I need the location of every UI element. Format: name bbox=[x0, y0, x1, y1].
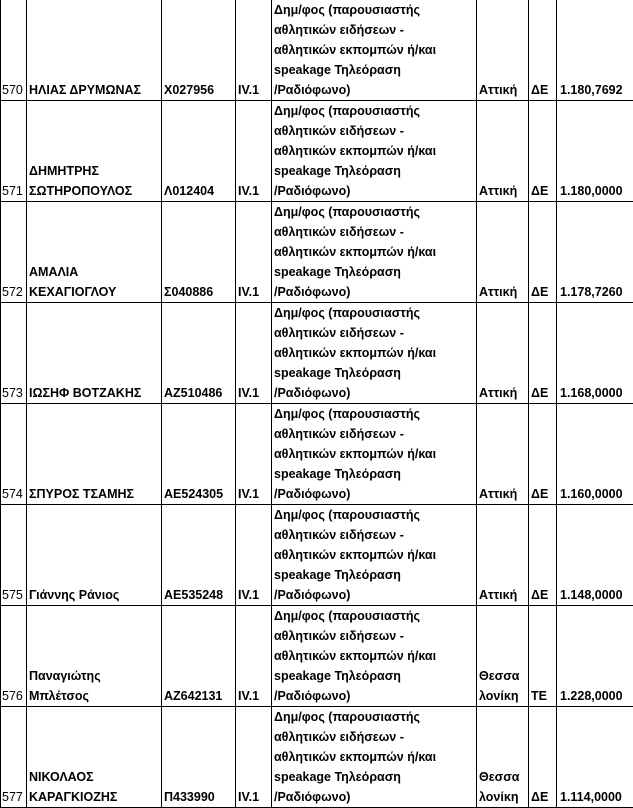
description-line: αθλητικών ειδήσεων - bbox=[274, 626, 474, 646]
description-line: speakage Τηλεόραση bbox=[274, 464, 474, 484]
description-line: speakage Τηλεόραση bbox=[274, 666, 474, 686]
description-line: speakage Τηλεόραση bbox=[274, 363, 474, 383]
description-line: Δημ/φος (παρουσιαστής bbox=[274, 505, 474, 525]
table-row bbox=[1, 505, 633, 606]
name-cell[interactable]: ΔΗΜΗΤΡΗΣ ΣΩΤΗΡΟΠΟΥΛΟΣ bbox=[27, 101, 162, 202]
description-line: αθλητικών εκπομπών ή/και bbox=[274, 646, 474, 666]
description-line: speakage Τηλεόραση bbox=[274, 161, 474, 181]
description-cell[interactable] bbox=[272, 606, 477, 707]
description-cell[interactable] bbox=[272, 0, 477, 101]
region-cell[interactable]: Αττική bbox=[477, 101, 529, 202]
description-line: αθλητικών ειδήσεων - bbox=[274, 424, 474, 444]
id-cell[interactable]: Χ027956 bbox=[162, 0, 236, 101]
id-cell[interactable]: Σ040886 bbox=[162, 202, 236, 303]
type-cell[interactable]: ΔΕ bbox=[529, 202, 557, 303]
region-cell[interactable]: Αττική bbox=[477, 202, 529, 303]
region-cell[interactable]: Αττική bbox=[477, 303, 529, 404]
id-cell[interactable]: Π433990 bbox=[162, 707, 236, 808]
type-cell[interactable]: ΔΕ bbox=[529, 303, 557, 404]
name-cell[interactable]: ΣΠΥΡΟΣ ΤΣΑΜΗΣ bbox=[27, 404, 162, 505]
score-cell[interactable]: 1.160,0000 bbox=[557, 404, 633, 505]
table-row bbox=[1, 606, 633, 707]
description-line: /Ραδιόφωνο) bbox=[274, 181, 474, 201]
id-cell[interactable]: ΑΖ642131 bbox=[162, 606, 236, 707]
row-number-cell[interactable]: 571 bbox=[1, 101, 27, 202]
description-cell[interactable] bbox=[272, 404, 477, 505]
description-line: αθλητικών ειδήσεων - bbox=[274, 20, 474, 40]
id-cell[interactable]: ΑΕ524305 bbox=[162, 404, 236, 505]
description-line: /Ραδιόφωνο) bbox=[274, 787, 474, 807]
description-line: speakage Τηλεόραση bbox=[274, 767, 474, 787]
type-cell[interactable]: ΔΕ bbox=[529, 404, 557, 505]
id-cell[interactable]: Λ012404 bbox=[162, 101, 236, 202]
name-cell[interactable]: ΙΩΣΗΦ ΒΟΤΖΑΚΗΣ bbox=[27, 303, 162, 404]
description-line: Δημ/φος (παρουσιαστής bbox=[274, 303, 474, 323]
description-line: Δημ/φος (παρουσιαστής bbox=[274, 606, 474, 626]
description-line: /Ραδιόφωνο) bbox=[274, 585, 474, 605]
description-cell[interactable] bbox=[272, 707, 477, 808]
row-number-cell[interactable]: 575 bbox=[1, 505, 27, 606]
description-line: Δημ/φος (παρουσιαστής bbox=[274, 0, 474, 20]
category-cell[interactable]: IV.1 bbox=[236, 101, 272, 202]
description-line: αθλητικών εκπομπών ή/και bbox=[274, 141, 474, 161]
description-line: speakage Τηλεόραση bbox=[274, 262, 474, 282]
region-cell[interactable]: Αττική bbox=[477, 0, 529, 101]
category-cell[interactable]: IV.1 bbox=[236, 606, 272, 707]
table-row bbox=[1, 0, 633, 101]
description-line: /Ραδιόφωνο) bbox=[274, 484, 474, 504]
category-cell[interactable]: IV.1 bbox=[236, 707, 272, 808]
category-cell[interactable]: IV.1 bbox=[236, 202, 272, 303]
name-cell[interactable]: Γιάννης Ράνιος bbox=[27, 505, 162, 606]
description-line: Δημ/φος (παρουσιαστής bbox=[274, 101, 474, 121]
description-line: /Ραδιόφωνο) bbox=[274, 80, 474, 100]
description-line: /Ραδιόφωνο) bbox=[274, 686, 474, 706]
type-cell[interactable]: ΔΕ bbox=[529, 505, 557, 606]
description-cell[interactable] bbox=[272, 202, 477, 303]
name-cell[interactable]: ΑΜΑΛΙΑ ΚΕΧΑΓΙΟΓΛΟΥ bbox=[27, 202, 162, 303]
category-cell[interactable]: IV.1 bbox=[236, 404, 272, 505]
description-line: αθλητικών ειδήσεων - bbox=[274, 222, 474, 242]
id-cell[interactable]: ΑΕ535248 bbox=[162, 505, 236, 606]
id-cell[interactable]: ΑΖ510486 bbox=[162, 303, 236, 404]
region-cell[interactable]: Θεσσα λονίκη bbox=[477, 707, 529, 808]
description-line: αθλητικών ειδήσεων - bbox=[274, 121, 474, 141]
row-number-cell[interactable]: 570 bbox=[1, 0, 27, 101]
description-line: Δημ/φος (παρουσιαστής bbox=[274, 404, 474, 424]
description-line: αθλητικών εκπομπών ή/και bbox=[274, 343, 474, 363]
type-cell[interactable]: ΔΕ bbox=[529, 707, 557, 808]
score-cell[interactable]: 1.180,7692 bbox=[557, 0, 633, 101]
score-cell[interactable]: 1.168,0000 bbox=[557, 303, 633, 404]
description-line: speakage Τηλεόραση bbox=[274, 565, 474, 585]
description-line: /Ραδιόφωνο) bbox=[274, 383, 474, 403]
type-cell[interactable]: ΔΕ bbox=[529, 101, 557, 202]
row-number-cell[interactable]: 577 bbox=[1, 707, 27, 808]
category-cell[interactable]: IV.1 bbox=[236, 303, 272, 404]
table-row bbox=[1, 404, 633, 505]
name-cell[interactable]: Παναγιώτης Μπλέτσος bbox=[27, 606, 162, 707]
table-row bbox=[1, 101, 633, 202]
description-line: Δημ/φος (παρουσιαστής bbox=[274, 202, 474, 222]
score-cell[interactable]: 1.180,0000 bbox=[557, 101, 633, 202]
score-cell[interactable]: 1.114,0000 bbox=[557, 707, 633, 808]
score-cell[interactable]: 1.148,0000 bbox=[557, 505, 633, 606]
description-line: αθλητικών εκπομπών ή/και bbox=[274, 545, 474, 565]
description-line: αθλητικών εκπομπών ή/και bbox=[274, 242, 474, 262]
row-number-cell[interactable]: 574 bbox=[1, 404, 27, 505]
score-cell[interactable]: 1.228,0000 bbox=[557, 606, 633, 707]
description-line: αθλητικών ειδήσεων - bbox=[274, 525, 474, 545]
region-cell[interactable]: Αττική bbox=[477, 505, 529, 606]
type-cell[interactable]: ΔΕ bbox=[529, 0, 557, 101]
category-cell[interactable]: IV.1 bbox=[236, 505, 272, 606]
name-cell[interactable]: ΝΙΚΟΛΑΟΣ ΚΑΡΑΓΚΙΟΖΗΣ bbox=[27, 707, 162, 808]
description-line: Δημ/φος (παρουσιαστής bbox=[274, 707, 474, 727]
description-cell[interactable] bbox=[272, 101, 477, 202]
category-cell[interactable]: IV.1 bbox=[236, 0, 272, 101]
description-cell[interactable] bbox=[272, 303, 477, 404]
description-line: αθλητικών εκπομπών ή/και bbox=[274, 444, 474, 464]
table-row bbox=[1, 202, 633, 303]
description-line: αθλητικών εκπομπών ή/και bbox=[274, 747, 474, 767]
region-cell[interactable]: Θεσσα λονίκη bbox=[477, 606, 529, 707]
description-line: αθλητικών ειδήσεων - bbox=[274, 323, 474, 343]
name-cell[interactable]: ΗΛΙΑΣ ΔΡΥΜΩΝΑΣ bbox=[27, 0, 162, 101]
description-line: αθλητικών εκπομπών ή/και bbox=[274, 40, 474, 60]
description-line: speakage Τηλεόραση bbox=[274, 60, 474, 80]
row-number-cell[interactable]: 573 bbox=[1, 303, 27, 404]
description-line: /Ραδιόφωνο) bbox=[274, 282, 474, 302]
row-number-cell[interactable]: 572 bbox=[1, 202, 27, 303]
description-line: αθλητικών ειδήσεων - bbox=[274, 727, 474, 747]
description-cell[interactable] bbox=[272, 505, 477, 606]
type-cell[interactable]: ΤΕ bbox=[529, 606, 557, 707]
row-number-cell[interactable]: 576 bbox=[1, 606, 27, 707]
region-cell[interactable]: Αττική bbox=[477, 404, 529, 505]
table-row bbox=[1, 707, 633, 808]
table-row bbox=[1, 303, 633, 404]
score-cell[interactable]: 1.178,7260 bbox=[557, 202, 633, 303]
